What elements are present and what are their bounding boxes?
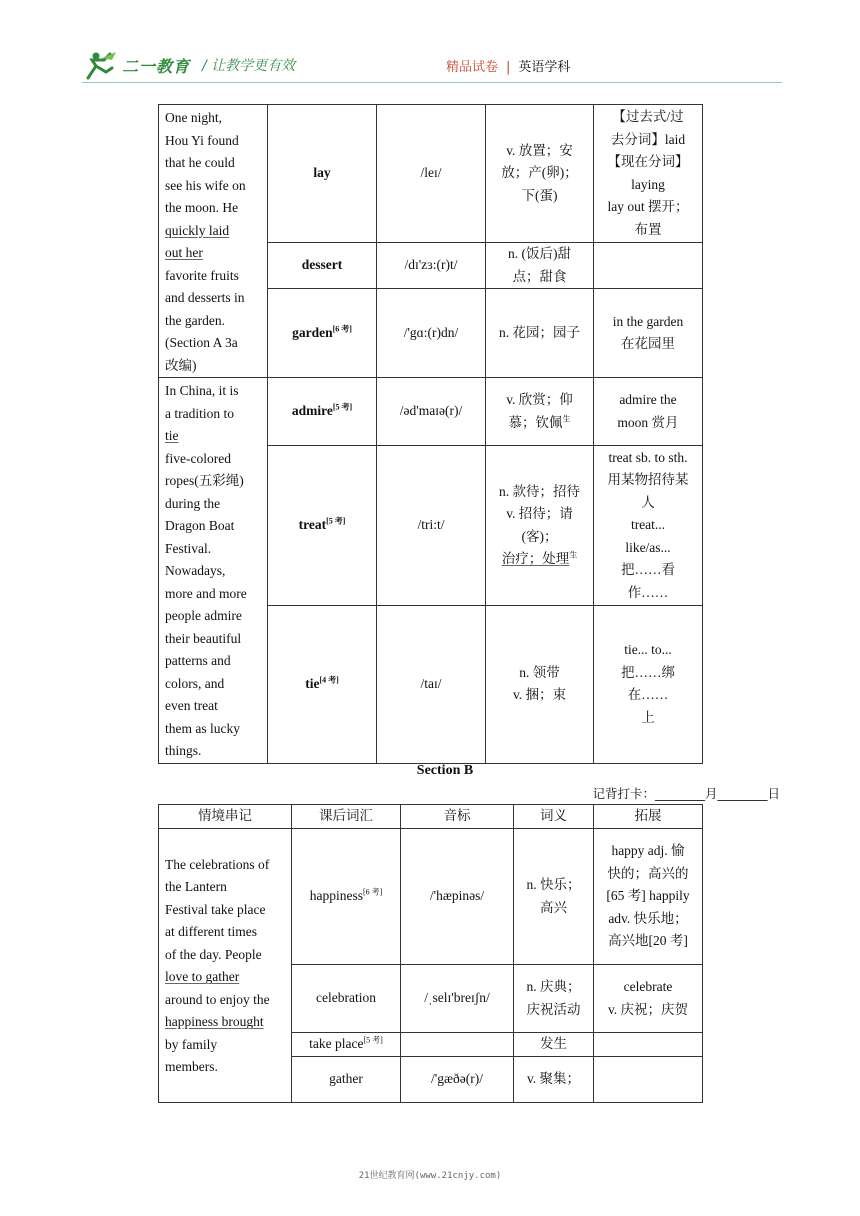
meaning-line: n. 款待；招待 [499,483,580,499]
phonetic-cell: /əd'maɪə(r)/ [377,378,486,446]
context-line: during the [165,495,221,511]
phonetic-cell: /tri:t/ [377,446,486,605]
phonetic-cell: /leɪ/ [377,105,486,243]
extension-line: [65 考] happily [606,888,690,904]
context-cell-1 [159,105,268,378]
context-line: by family [165,1036,218,1052]
header-right [446,56,570,75]
extension-line: adv. 快乐地； [608,910,688,926]
context-line: One night, [165,110,222,125]
meaning-line: n. (饭后)甜 [508,246,571,262]
context-line: five-colored [165,450,231,466]
context-line: Hou Yi found [165,132,239,148]
extension-line: tie... to... [624,642,672,658]
header-label-subject: 英语学科 [518,60,571,75]
extension-line: treat... [630,517,666,533]
phonetic-cell: /'hæpinəs/ [401,829,514,965]
extension-cell [594,965,703,1033]
exam-count: [5 考] [332,402,353,412]
meaning-cell [514,829,594,965]
phonetic-cell: /ˌselɪ'breɪʃn/ [401,965,514,1033]
meaning-line: v. 捆；束 [512,687,567,703]
word-cell [292,1056,401,1102]
meaning-line: (客)； [521,528,558,544]
meaning-sup: 生 [569,550,578,560]
checkin-date: 记背打卡：________月________日 [592,786,780,801]
meaning-line: 治疗；处理 [501,551,570,566]
extension-line: admire the [619,392,677,408]
context-line: favorite fruits [165,267,239,283]
header-phonetic: 音标 [401,805,514,829]
vocab-table-section-a [158,104,703,764]
meaning-line: 下(蛋) [521,187,558,203]
extension-line: celebrate [623,979,673,994]
extension-line: 在花园里 [621,336,675,352]
logo-text: 二一教育 [122,57,191,76]
context-line: members. [165,1059,218,1075]
context-line: their beautiful [165,630,242,646]
extension-line: 人 [641,494,655,510]
meaning-line: 庆祝活动 [526,1001,581,1017]
meaning-cell [486,378,594,446]
meaning-sup: 生 [562,414,571,424]
meaning-line: n. 领带 [519,664,560,680]
context-cell-3 [159,829,292,1103]
extension-line: in the garden [612,313,684,329]
context-line: Festival take place [165,901,266,917]
context-line: love to gather [165,969,240,985]
section-title: Section B [416,763,474,778]
phonetic-cell: /taɪ/ [377,605,486,763]
extension-line: laying [631,176,665,192]
context-line: of the day. People [165,946,262,962]
word-cell [268,243,377,289]
extension-line: lay out 摆开； [607,199,689,214]
extension-line: like/as... [625,539,671,555]
header-context: 情境串记 [159,805,292,829]
word-cell [268,605,377,763]
meaning-line: 点；甜食 [512,268,567,284]
meaning-line: n. 快乐； [526,877,581,892]
context-line: ropes(五彩绳) [165,473,244,488]
meaning-cell [514,965,594,1033]
context-line: the Lantern [165,879,227,895]
word-cell [268,105,377,243]
extension-cell [594,1056,703,1102]
word-cell [292,1033,401,1057]
meaning-line: 慕；钦佩 [508,414,563,430]
context-line: a tradition to [165,405,234,421]
word-cell [268,378,377,446]
word-cell [292,829,401,965]
context-line: the moon. He [165,200,239,215]
context-line: even treat [165,698,218,713]
header-separator: | [506,60,511,75]
extension-line: 【现在分词】 [607,154,689,169]
context-line: tie [165,428,179,443]
exam-count: [5 考] [363,1035,383,1045]
word-text: treat [298,517,327,533]
meaning-line: 放；产(卵)； [501,165,578,181]
extension-line: 高兴地[20 考] [608,933,688,949]
context-line: colors, and [165,675,225,691]
extension-cell [594,1033,703,1057]
context-line: Dragon Boat [165,518,235,533]
meaning-cell [486,289,594,378]
word-text: admire [291,403,333,419]
header-divider [82,82,782,83]
context-line: happiness brought [165,1014,264,1030]
extension-cell [594,289,703,378]
extension-line: v. 庆祝；庆贺 [607,1001,689,1017]
exam-count: [4 考] [319,675,339,685]
extension-line: happy adj. 愉 [611,843,685,859]
meaning-cell [514,1056,594,1102]
meaning-cell [486,243,594,289]
context-line: and desserts in [165,290,245,305]
header-word: 课后词汇 [292,805,401,829]
exam-count: [5 考] [326,516,346,526]
meaning-cell [514,1033,594,1057]
meaning-line: 高兴 [540,899,567,915]
word-cell [268,289,377,378]
footer-text: 21世纪教育网(www.21cnjy.com) [358,1171,502,1181]
extension-cell [594,829,703,965]
extension-cell [594,243,703,289]
extension-line: 在…… [627,687,669,703]
context-line: the garden. [165,312,225,328]
extension-line: treat sb. to sth. [608,449,688,465]
context-line: see his wife on [165,177,246,193]
phonetic-cell: /dɪ'zɜ:(r)t/ [377,243,486,289]
context-line: Festival. [165,540,212,556]
context-line: more and more [165,585,247,601]
meaning-line: n. 庆典； [526,979,581,994]
extension-line: 把……看 [621,562,675,578]
meaning-cell [486,105,594,243]
extension-line: moon 赏月 [617,414,679,430]
extension-cell [594,605,703,763]
meaning-line: v. 聚集； [526,1070,581,1086]
context-line: that he could [165,155,235,170]
meaning-line: v. 招待；请 [506,506,573,521]
extension-line: 把……绑 [621,664,675,680]
meaning-line: n. 花园；园子 [499,324,580,340]
word-text: celebration [316,990,376,1006]
word-text: take place [309,1036,364,1051]
meaning-line: v. 欣赏；仰 [506,392,573,408]
extension-cell [594,105,703,243]
context-line: The celebrations of [165,856,270,872]
meaning-cell [486,605,594,763]
phonetic-cell: /'gɑ:(r)dn/ [377,289,486,378]
context-line: people admire [165,608,242,623]
extension-line: 去分词】laid [610,131,686,147]
context-line: In China, it is [165,383,239,398]
word-text: dessert [301,257,343,273]
context-line: out her [165,245,203,260]
exam-count: [6 考] [332,324,352,334]
phonetic-cell: /'gæðə(r)/ [401,1056,514,1102]
context-line: Nowadays, [165,563,226,578]
header-meaning: 词义 [514,805,594,829]
vocab-table-section-b [158,804,703,1103]
word-cell [292,965,401,1033]
context-line: things. [165,743,202,758]
extension-cell [594,378,703,446]
word-text: happiness [309,888,363,904]
word-text: lay [313,165,331,181]
context-cell-2 [159,378,268,764]
extension-line: 作…… [627,584,669,600]
context-line: them as lucky [165,720,240,736]
extension-line: 快的；高兴的 [607,865,689,881]
extension-line: 【过去式/过 [612,109,684,124]
context-line: around to enjoy the [165,991,270,1007]
context-line: at different times [165,924,257,940]
header-label-quality: 精品试卷 [446,60,499,75]
meaning-line: 发生 [540,1036,567,1051]
word-text: gather [329,1070,363,1086]
meaning-line: v. 放置；安 [506,142,573,158]
word-text: tie [305,675,320,691]
extension-line: 上 [641,709,655,725]
phonetic-cell [401,1033,514,1057]
word-text: garden [292,324,333,340]
extension-line: 布置 [634,221,662,237]
header-extension: 拓展 [594,805,703,829]
extension-cell [594,446,703,605]
slogan: / 让教学更有效 [202,58,296,74]
context-line: quickly laid [165,222,230,238]
context-line: (Section A 3a [165,335,238,350]
meaning-cell [486,446,594,605]
page-header [0,0,860,100]
extension-line: 用某物招待某 [607,472,689,488]
word-cell [268,446,377,605]
context-line: 改编) [165,357,197,373]
exam-count: [6 考] [362,887,383,897]
context-line: patterns and [165,653,231,668]
